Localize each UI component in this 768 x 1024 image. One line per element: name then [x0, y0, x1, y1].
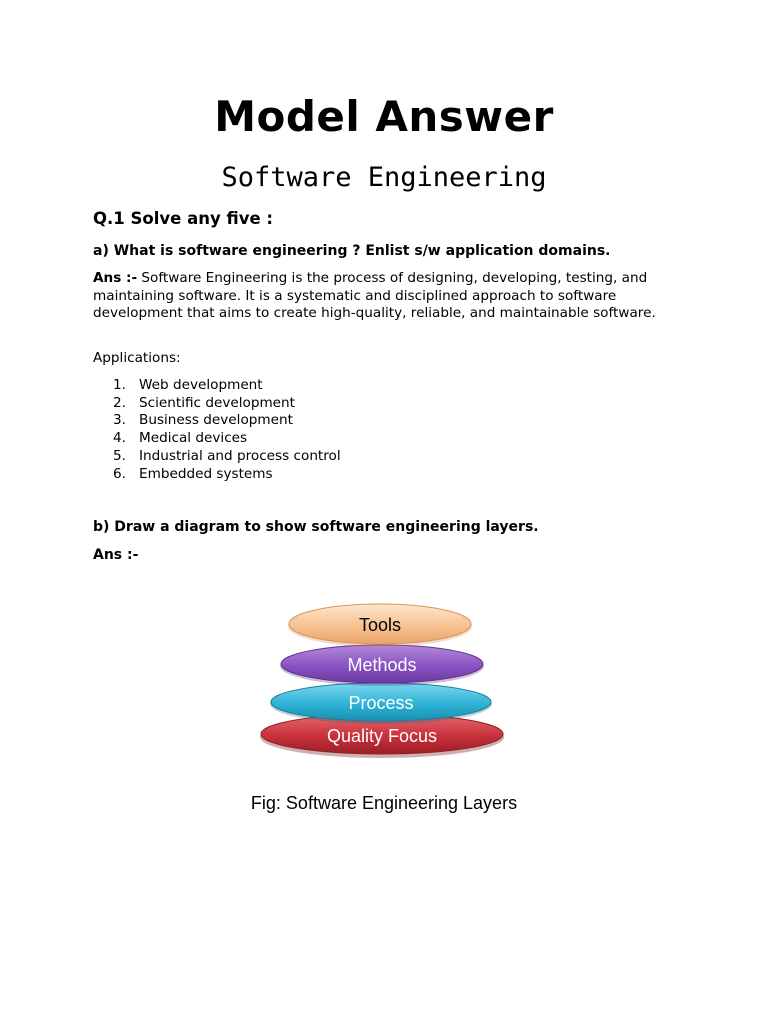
layer-tools [288, 604, 472, 647]
layer-label: Quality Focus [326, 726, 438, 746]
layer-label: Process [348, 693, 414, 713]
list-item-number: 4. [113, 430, 126, 447]
layer-label: Methods [347, 655, 417, 675]
applications-label: Applications: [93, 350, 181, 366]
list-item-text: Industrial and process control [139, 447, 341, 464]
layer-process [270, 683, 492, 724]
answer-label: Ans :- [93, 270, 138, 286]
list-item-text: Scientific development [139, 394, 295, 411]
page-title: Model Answer [214, 92, 554, 141]
list-item-text: Medical devices [139, 430, 248, 447]
part-b-question: b) Draw a diagram to show software engineering layers. [93, 519, 539, 535]
list-item-number: 3. [113, 412, 126, 429]
list-item-number: 2. [113, 394, 126, 411]
part-b-answer-label: Ans :- [93, 547, 139, 563]
layer-label: Tools [358, 615, 402, 635]
list-item-text: Embedded systems [139, 465, 273, 482]
list-item-number: 1. [113, 377, 126, 393]
page-subtitle: Software Engineering [221, 162, 547, 193]
list-item-text: Business development [139, 412, 293, 429]
question-heading: Q.1 Solve any five : [93, 209, 273, 228]
figure-caption: Fig: Software Engineering Layers [250, 793, 518, 813]
part-a-question: a) What is software engineering ? Enlist s/w application domains. [93, 243, 611, 259]
layer-methods [280, 645, 484, 686]
list-item-number: 6. [113, 465, 126, 482]
answer-text: Software Engineering is the process of designing, developing, testing, and maintaining software. It is a systematic and disciplined approach to software development that aims to create high-quality, reliable, and maintainable software. [93, 270, 656, 321]
list-item-number: 5. [113, 447, 126, 464]
list-item-text: Web development [139, 377, 263, 393]
